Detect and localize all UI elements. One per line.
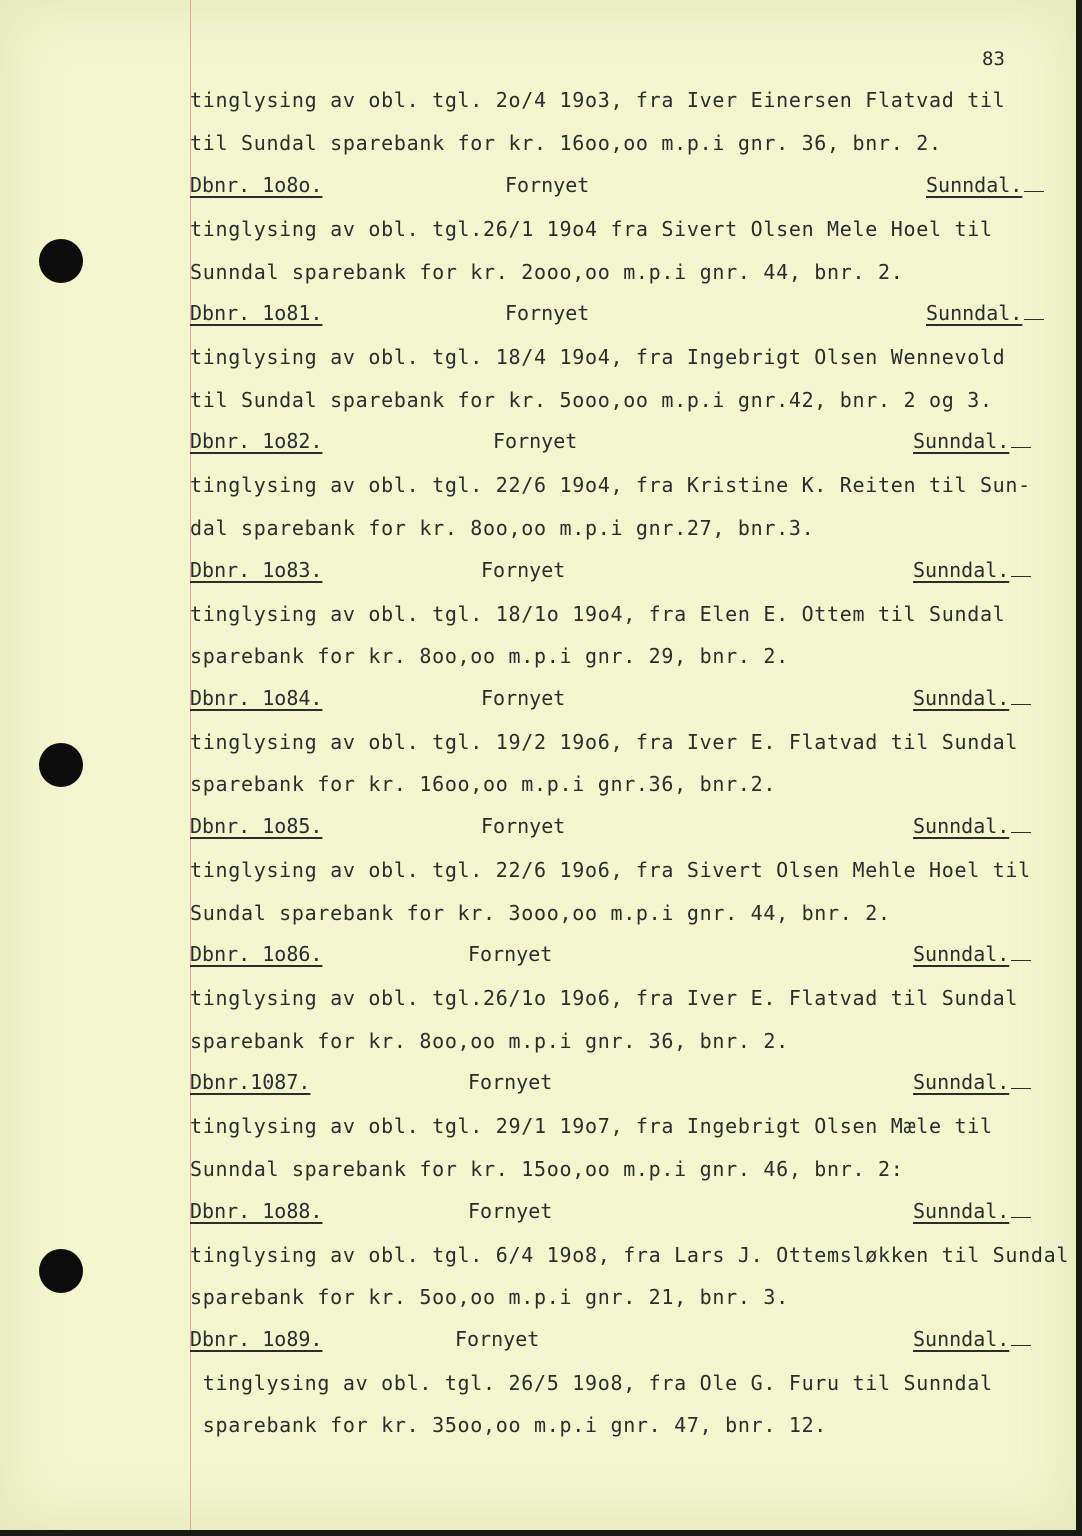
entry-text-line: tinglysing av obl. tgl. 26/5 19o8, fra Ole G. Furu til Sunndal: [190, 1370, 993, 1395]
entry-number: Dbnr. 1o88.: [190, 1198, 323, 1223]
entry-place: Sunndal.: [926, 301, 1044, 325]
entry-text-line: Sundal sparebank for kr. 3ooo,oo m.p.i gnr. 44, bnr. 2.: [190, 900, 891, 925]
page-number: 83: [982, 48, 1005, 70]
entry-place: Sunndal.: [913, 942, 1031, 966]
entry-number: Dbnr. 1o8o.: [190, 173, 323, 197]
entry-status: Fornyet: [455, 1326, 540, 1351]
entry-status: Fornyet: [468, 1070, 553, 1095]
entry-status: Fornyet: [481, 685, 566, 710]
entry-number: Dbnr. 1o82.: [190, 429, 323, 454]
entry-text-line: sparebank for kr. 8oo,oo m.p.i gnr. 36, bnr. 2.: [190, 1028, 789, 1053]
entry-text-line: tinglysing av obl. tgl. 22/6 19o4, fra Kristine K. Reiten til Sun-: [190, 473, 1031, 498]
entry-text-line: sparebank for kr. 8oo,oo m.p.i gnr. 29, bnr. 2.: [190, 644, 789, 669]
entry-place: Sunndal.: [913, 1327, 1031, 1351]
intro-line: til Sundal sparebank for kr. 16oo,oo m.p.i gnr. 36, bnr. 2.: [190, 131, 942, 155]
entry-text-line: tinglysing av obl. tgl. 22/6 19o6, fra Sivert Olsen Mehle Hoel til: [190, 858, 1031, 882]
entry-number: Dbnr. 1o86.: [190, 942, 323, 967]
entry-text-line: sparebank for kr. 16oo,oo m.p.i gnr.36, bnr.2.: [190, 772, 777, 797]
entry-status: Fornyet: [505, 301, 590, 326]
entry-text-line: sparebank for kr. 35oo,oo m.p.i gnr. 47, bnr. 12.: [190, 1413, 828, 1438]
entry-text-line: tinglysing av obl. tgl.26/1o 19o6, fra Iver E. Flatvad til Sundal: [190, 986, 1019, 1011]
entry-place: Sunndal.: [913, 814, 1031, 838]
entry-number: Dbnr. 1o81.: [190, 301, 323, 326]
entry-number: Dbnr. 1o84.: [190, 685, 323, 710]
entry-text-line: Sunndal sparebank for kr. 15oo,oo m.p.i gnr. 46, bnr. 2:: [190, 1156, 904, 1181]
entry-number: Dbnr. 1o89.: [190, 1326, 323, 1351]
entry-text-line: tinglysing av obl. tgl. 6/4 19o8, fra Lars J. Ottemsløkken til Sundal: [190, 1242, 1070, 1267]
entry-status: Fornyet: [468, 942, 553, 967]
punch-hole: [39, 743, 83, 787]
entry-place: Sunndal.: [913, 558, 1031, 582]
punch-hole: [39, 1249, 83, 1293]
entry-place: Sunndal.: [926, 173, 1044, 197]
entry-text-line: tinglysing av obl. tgl.26/1 19o4 fra Sivert Olsen Mele Hoel til: [190, 217, 993, 241]
entry-text-line: sparebank for kr. 5oo,oo m.p.i gnr. 21, bnr. 3.: [190, 1285, 789, 1310]
entry-place: Sunndal.: [913, 429, 1031, 453]
entry-place: Sunndal.: [913, 1070, 1031, 1094]
entry-text-line: tinglysing av obl. tgl. 19/2 19o6, fra Iver E. Flatvad til Sundal: [190, 729, 1019, 754]
entry-place: Sunndal.: [913, 1199, 1031, 1223]
entry-number: Dbnr.1087.: [190, 1070, 311, 1095]
entry-number: Dbnr. 1o83.: [190, 557, 323, 582]
entry-status: Fornyet: [493, 429, 578, 454]
entry-text-line: dal sparebank for kr. 8oo,oo m.p.i gnr.27, bnr.3.: [190, 515, 815, 540]
entry-status: Fornyet: [481, 814, 566, 838]
entry-number: Dbnr. 1o85.: [190, 814, 323, 838]
entry-text-line: Sunndal sparebank for kr. 2ooo,oo m.p.i gnr. 44, bnr. 2.: [190, 259, 904, 284]
entry-status: Fornyet: [481, 557, 566, 582]
entry-status: Fornyet: [468, 1198, 553, 1223]
entry-place: Sunndal.: [913, 686, 1031, 710]
entry-text-line: tinglysing av obl. tgl. 29/1 19o7, fra Ingebrigt Olsen Mæle til: [190, 1114, 993, 1139]
intro-line: tinglysing av obl. tgl. 2o/4 19o3, fra Iver Einersen Flatvad til: [190, 88, 1006, 112]
entry-status: Fornyet: [505, 173, 590, 197]
punch-hole: [39, 239, 83, 283]
entry-text-line: til Sundal sparebank for kr. 5ooo,oo m.p.i gnr.42, bnr. 2 og 3.: [190, 387, 993, 412]
entry-text-line: tinglysing av obl. tgl. 18/4 19o4, fra Ingebrigt Olsen Wennevold: [190, 345, 1006, 370]
entry-text-line: tinglysing av obl. tgl. 18/1o 19o4, fra Elen E. Ottem til Sundal: [190, 601, 1006, 626]
